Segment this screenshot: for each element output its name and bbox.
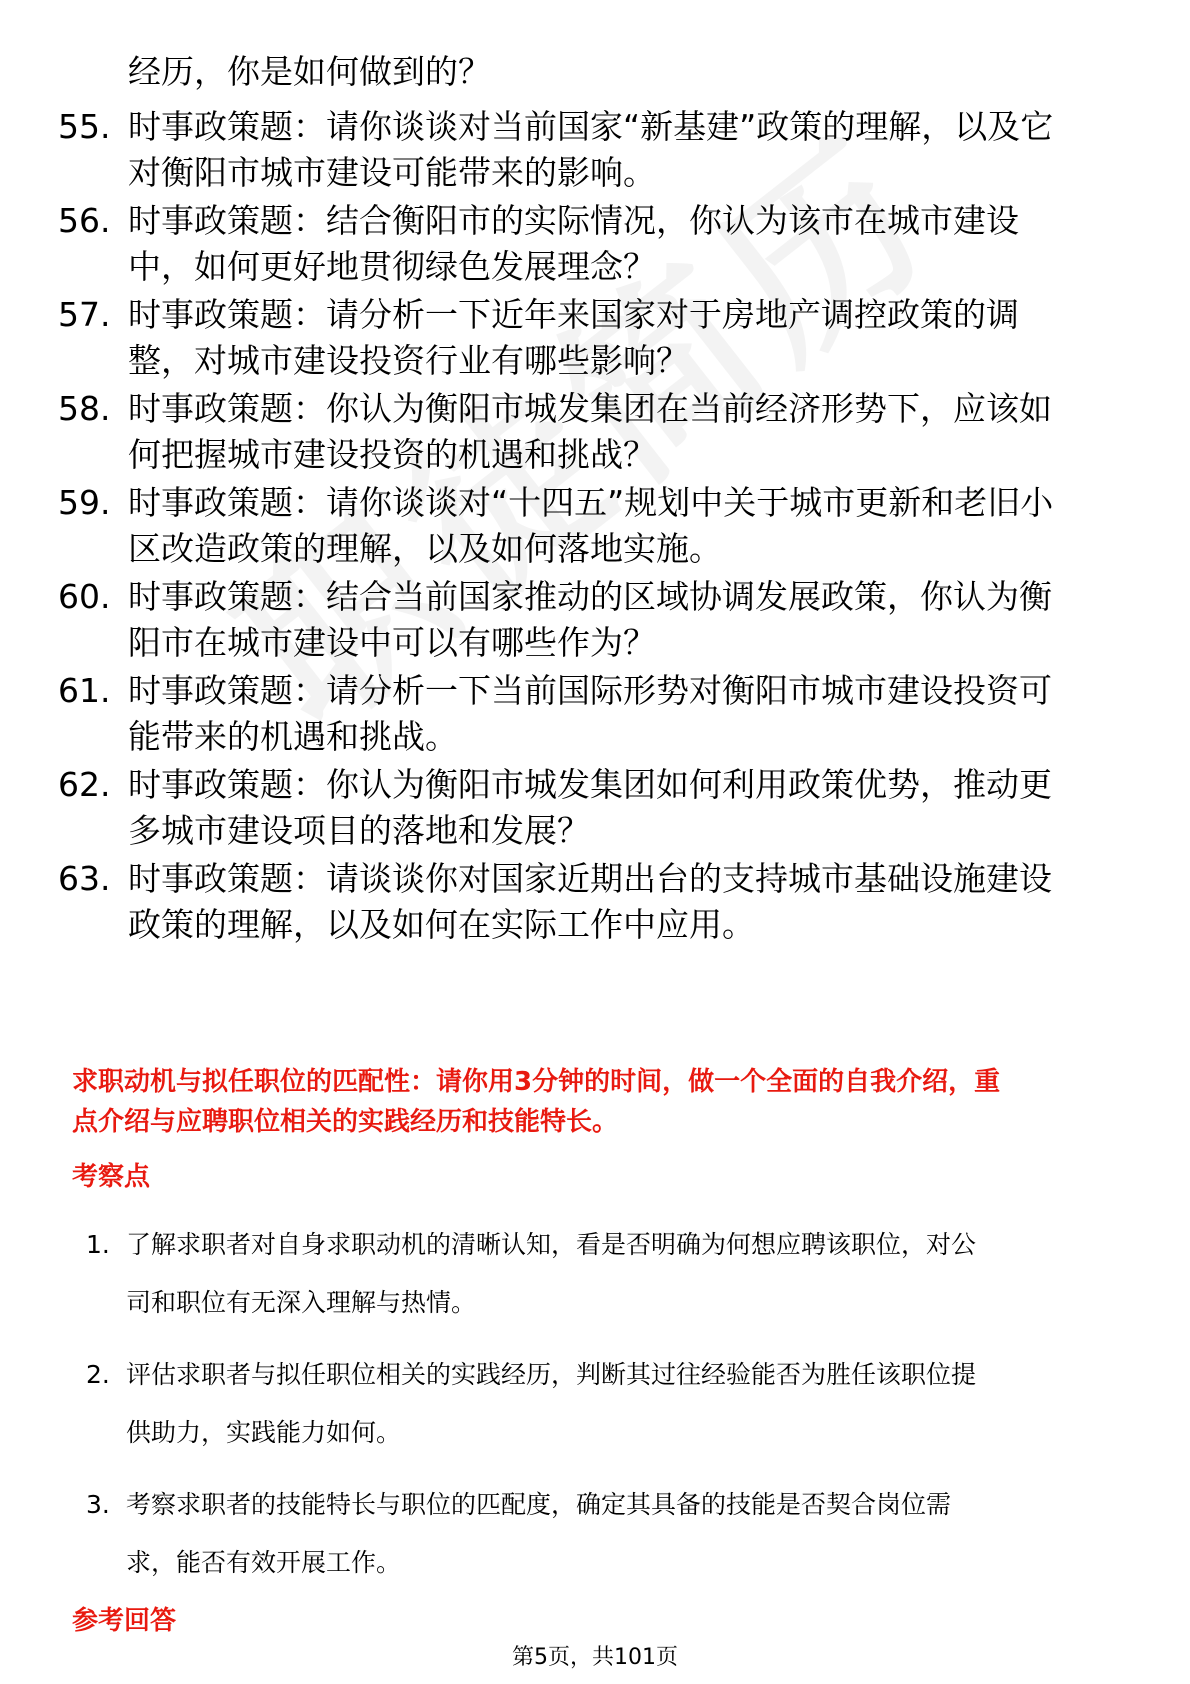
page-footer: 第5页，共101页	[512, 1645, 678, 1670]
point-text: 考察求职者的技能特长与职位的匹配度，确定其具备的技能是否契合岗位需 求，能否有效开展工作。	[126, 1490, 952, 1577]
assessment-point	[86, 1346, 1126, 1462]
question-item	[58, 762, 1138, 854]
assessment-point	[86, 1216, 1126, 1332]
question-item	[58, 292, 1138, 384]
point-text: 了解求职者对自身求职动机的清晰认知，看是否明确为何想应聘该职位，对公 司和职位有无深入理解与热情。	[126, 1230, 977, 1317]
question-text: 时事政策题：请谈谈你对国家近期出台的支持城市基础设施建设 政策的理解，以及如何在实际工作中应用。	[128, 859, 1052, 944]
question-item	[58, 668, 1138, 760]
question-text: 时事政策题：你认为衡阳市城发集团在当前经济形势下，应该如 何把握城市建设投资的机遇和挑战？	[128, 389, 1052, 474]
question-text: 时事政策题：结合当前国家推动的区域协调发展政策，你认为衡 阳市在城市建设中可以有哪些作为？	[128, 577, 1052, 662]
question-number: 58.	[58, 389, 111, 428]
point-number: 3.	[86, 1490, 110, 1519]
question-item	[58, 198, 1138, 290]
reference-heading: 参考回答	[72, 1606, 177, 1636]
question-text: 时事政策题：请分析一下当前国际形势对衡阳市城市建设投资可 能带来的机遇和挑战。	[128, 671, 1052, 756]
question-number: 56.	[58, 201, 111, 240]
question-text: 时事政策题：你认为衡阳市城发集团如何利用政策优势，推动更 多城市建设项目的落地和发展？	[128, 765, 1052, 850]
question-item	[58, 104, 1138, 196]
point-text: 评估求职者与拟任职位相关的实践经历，判断其过往经验能否为胜任该职位提 供助力，实践能力如何。	[126, 1360, 977, 1447]
point-number: 2.	[86, 1360, 110, 1389]
assessment-point	[86, 1476, 1126, 1592]
carry-over-text: 经历，你是如何做到的？	[128, 52, 491, 91]
assessment-heading: 考察点	[72, 1162, 151, 1192]
question-text: 时事政策题：请分析一下近年来国家对于房地产调控政策的调 整，对城市建设投资行业有哪些影响？	[128, 295, 1019, 380]
question-item	[58, 856, 1138, 948]
question-number: 57.	[58, 295, 111, 334]
question-item	[58, 574, 1138, 666]
question-text: 时事政策题：请你谈谈对“十四五”规划中关于城市更新和老旧小 区改造政策的理解，以及如何落地实施。	[128, 483, 1054, 568]
point-number: 1.	[86, 1230, 110, 1259]
question-item	[58, 480, 1138, 572]
question-item	[58, 386, 1138, 478]
question-number: 62.	[58, 765, 111, 804]
question-text: 时事政策题：结合衡阳市的实际情况，你认为该市在城市建设 中，如何更好地贯彻绿色发展理念？	[128, 201, 1019, 286]
question-number: 55.	[58, 107, 111, 146]
question-number: 60.	[58, 577, 111, 616]
featured-question: 求职动机与拟任职位的匹配性：请你用3分钟的时间，做一个全面的自我介绍，重 点介绍与应聘职位相关的实践经历和技能特长。	[72, 1067, 1001, 1137]
question-number: 61.	[58, 671, 111, 710]
question-number: 63.	[58, 859, 111, 898]
question-number: 59.	[58, 483, 111, 522]
question-text: 时事政策题：请你谈谈对当前国家“新基建”政策的理解，以及它 对衡阳市城市建设可能带来的影响。	[128, 107, 1054, 192]
